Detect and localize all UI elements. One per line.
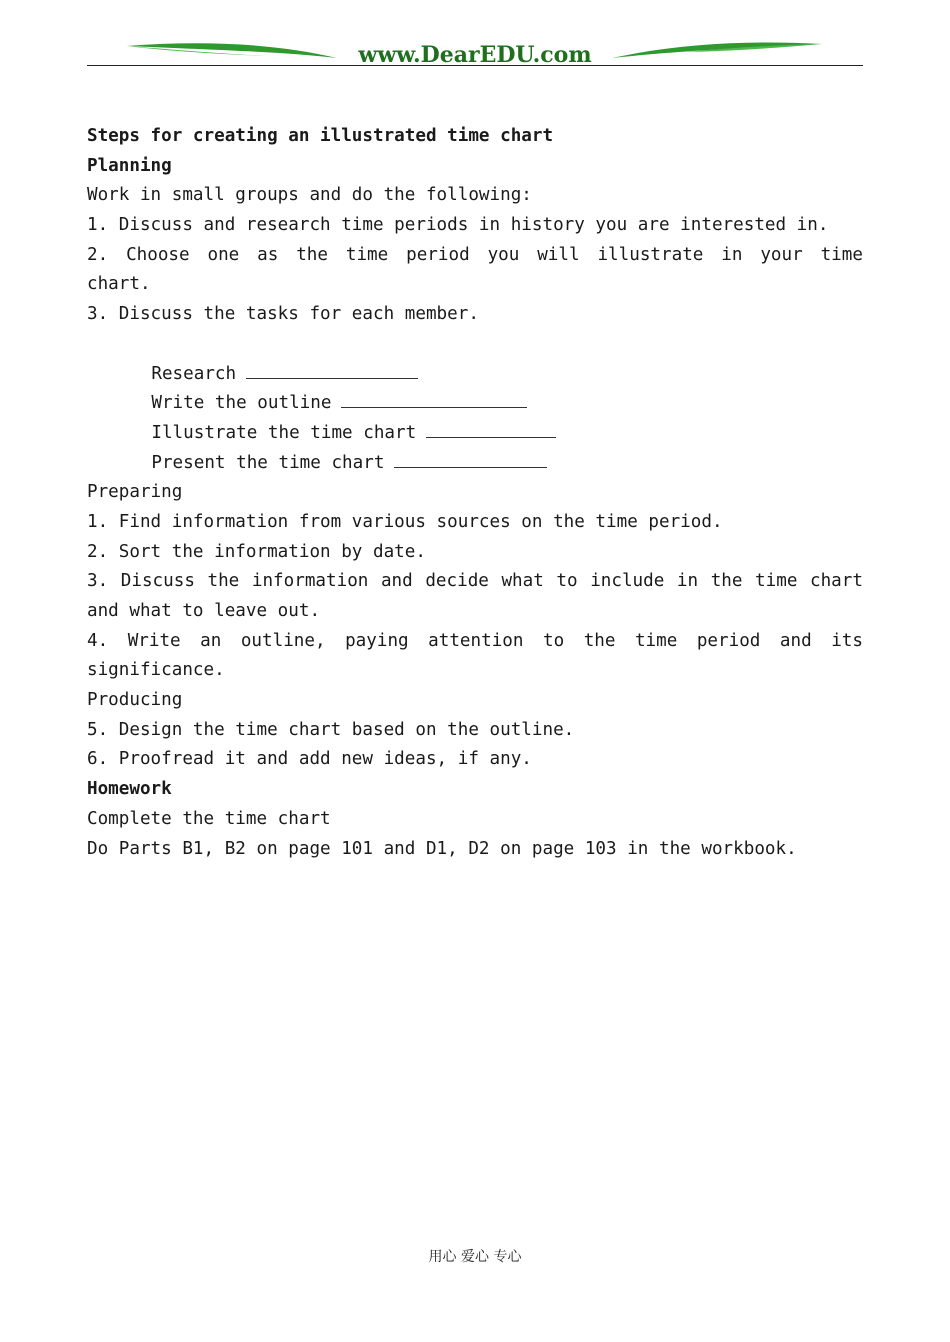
- blank-line: [394, 449, 547, 468]
- planning-item-2: [87, 241, 863, 271]
- word: time: [755, 571, 798, 592]
- word: to: [543, 630, 565, 651]
- word: information: [251, 571, 369, 592]
- word: period: [696, 630, 761, 651]
- task-label: Research: [151, 363, 237, 384]
- word: illustrate: [597, 244, 704, 265]
- word: time: [634, 630, 678, 651]
- word: and: [380, 571, 413, 592]
- logo-text: www.DearEDU.com: [358, 42, 592, 68]
- logo-left-swoosh: [127, 43, 337, 58]
- word: period: [406, 244, 470, 265]
- producing-item-5: 5. Design the time chart based on the outline.: [87, 719, 575, 740]
- blank-line: [426, 419, 556, 438]
- preparing-heading: Preparing: [87, 482, 183, 503]
- preparing-item-4-continued: significance.: [87, 660, 225, 681]
- word: time: [820, 244, 863, 265]
- task-label: Illustrate the time chart: [151, 422, 417, 443]
- word: 4.: [87, 630, 109, 651]
- word: include: [590, 571, 665, 592]
- word: decide: [425, 571, 489, 592]
- word: chart: [810, 571, 863, 592]
- word: in: [676, 571, 699, 592]
- preparing-item-4: [87, 627, 863, 657]
- word: its: [831, 630, 863, 651]
- word: Choose: [126, 244, 190, 265]
- word: one: [207, 244, 240, 265]
- producing-heading: Producing: [87, 690, 183, 711]
- planning-heading: Planning: [87, 155, 172, 176]
- word: the: [710, 571, 743, 592]
- word: attention: [428, 630, 524, 651]
- word: in: [721, 244, 743, 265]
- page-footer: 用心 爱心 专心: [428, 1249, 522, 1265]
- word: paying: [345, 630, 409, 651]
- homework-line-2: Do Parts B1, B2 on page 101 and D1, D2 on page 103 in the workbook.: [87, 838, 797, 859]
- word: to: [556, 571, 578, 592]
- producing-item-6: 6. Proofread it and add new ideas, if any.: [87, 749, 532, 770]
- word: as: [257, 244, 279, 265]
- word: 3.: [87, 571, 109, 592]
- word: what: [501, 571, 544, 592]
- planning-item-3: 3. Discuss the tasks for each member.: [87, 304, 479, 325]
- planning-item-2-continued: chart.: [87, 274, 151, 295]
- preparing-item-2: 2. Sort the information by date.: [87, 541, 426, 562]
- preparing-item-1: 1. Find information from various sources on the time period.: [87, 511, 723, 532]
- task-label: Write the outline: [151, 393, 332, 414]
- planning-intro: Work in small groups and do the following:: [87, 185, 532, 206]
- word: your: [760, 244, 803, 265]
- dearedu-logo: [87, 30, 863, 70]
- word: Discuss: [120, 571, 195, 592]
- homework-line-1: Complete the time chart: [87, 808, 331, 829]
- document-title: Steps for creating an illustrated time chart: [87, 126, 554, 146]
- task-label: Present the time chart: [151, 452, 385, 473]
- word: time: [345, 244, 389, 265]
- word: outline,: [240, 630, 326, 651]
- word: the: [583, 630, 616, 651]
- word: will: [537, 244, 580, 265]
- word: the: [296, 244, 328, 265]
- word: an: [200, 630, 222, 651]
- header-rule: [87, 65, 863, 66]
- word: the: [207, 571, 240, 592]
- task-research: [87, 330, 863, 384]
- blank-line: [341, 389, 527, 408]
- planning-item-1: 1. Discuss and research time periods in history you are interested in.: [87, 215, 829, 236]
- document-body: [87, 122, 863, 864]
- homework-heading: Homework: [87, 779, 172, 800]
- header-banner: [87, 30, 863, 70]
- word: and: [779, 630, 812, 651]
- preparing-item-3: [87, 567, 863, 597]
- preparing-item-3-continued: and what to leave out.: [87, 601, 321, 621]
- word: you: [487, 244, 520, 265]
- word: Write: [127, 630, 181, 651]
- word: 2.: [87, 244, 109, 265]
- blank-line: [246, 360, 418, 379]
